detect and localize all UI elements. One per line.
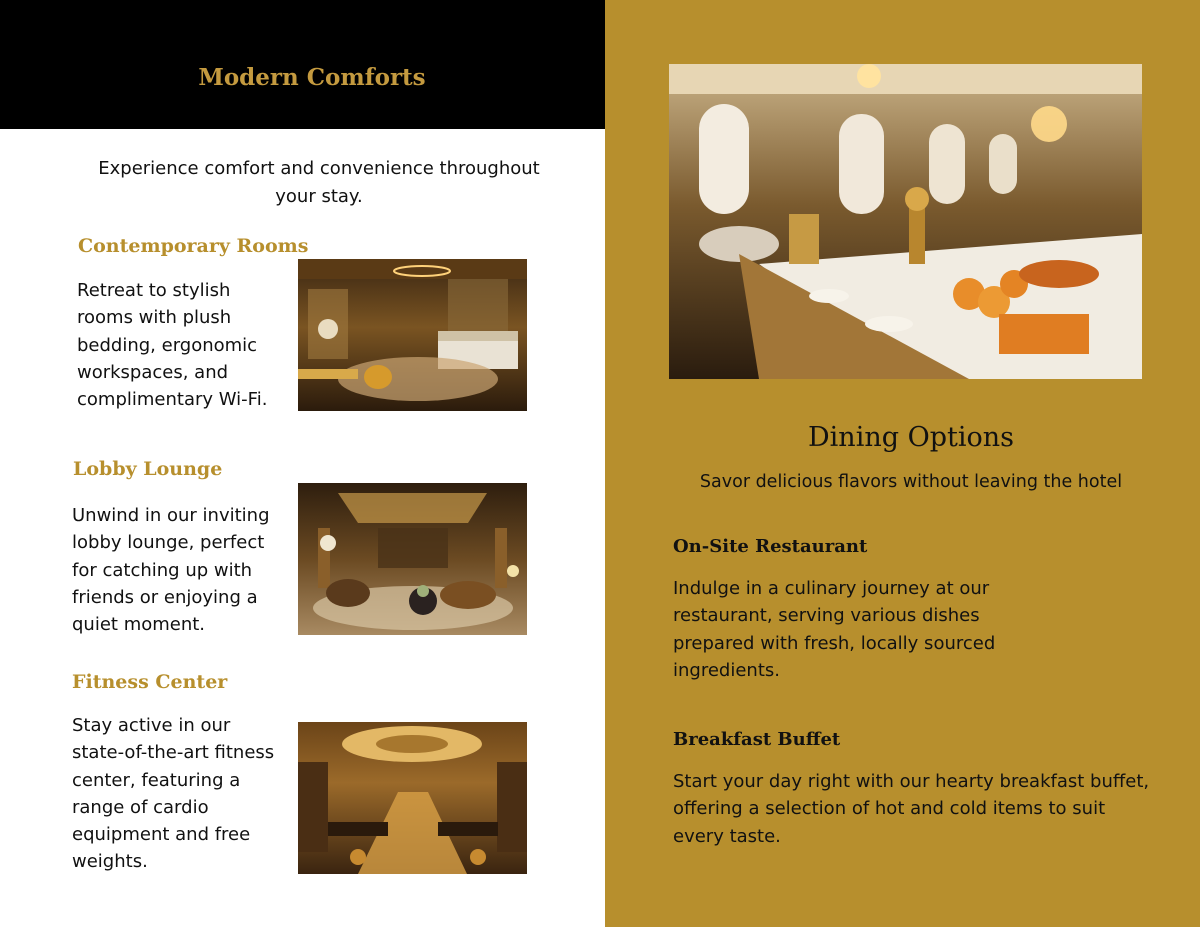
- section-title-rooms: Contemporary Rooms: [78, 235, 309, 257]
- breakfast-text: Start your day right with our hearty breakfast buffet, offering a selection of hot and cold items to suit every taste.: [673, 771, 1150, 847]
- fitness-center-photo: [298, 722, 527, 874]
- section-title-lobby: Lobby Lounge: [73, 458, 223, 480]
- restaurant-text: Indulge in a culinary journey at our restaurant, serving various dishes prepared with fresh, locally sourced ingredients.: [673, 578, 996, 681]
- hotel-room-photo: [298, 259, 527, 411]
- section-text-fitness: Stay active in our state-of-the-art fitness center, featuring a range of cardio equipment and free weights.: [72, 715, 275, 873]
- section-text-rooms: Retreat to stylish rooms with plush bedding, ergonomic workspaces, and complimentary Wi-Fi.: [77, 280, 268, 411]
- breakfast-title: Breakfast Buffet: [673, 729, 841, 750]
- dining-title: Dining Options: [808, 422, 1014, 453]
- dining-subtitle: Savor delicious flavors without leaving the hotel: [699, 472, 1123, 492]
- section-text-lobby: Unwind in our inviting lobby lounge, perfect for catching up with friends or enjoying a quiet moment.: [72, 505, 270, 636]
- intro-text: Experience comfort and convenience throughout your stay.: [98, 158, 540, 207]
- page-title: Modern Comforts: [198, 64, 426, 91]
- restaurant-buffet-photo: [669, 64, 1142, 379]
- lobby-lounge-photo: [298, 483, 527, 635]
- restaurant-title: On-Site Restaurant: [673, 536, 868, 557]
- section-title-fitness: Fitness Center: [72, 671, 228, 693]
